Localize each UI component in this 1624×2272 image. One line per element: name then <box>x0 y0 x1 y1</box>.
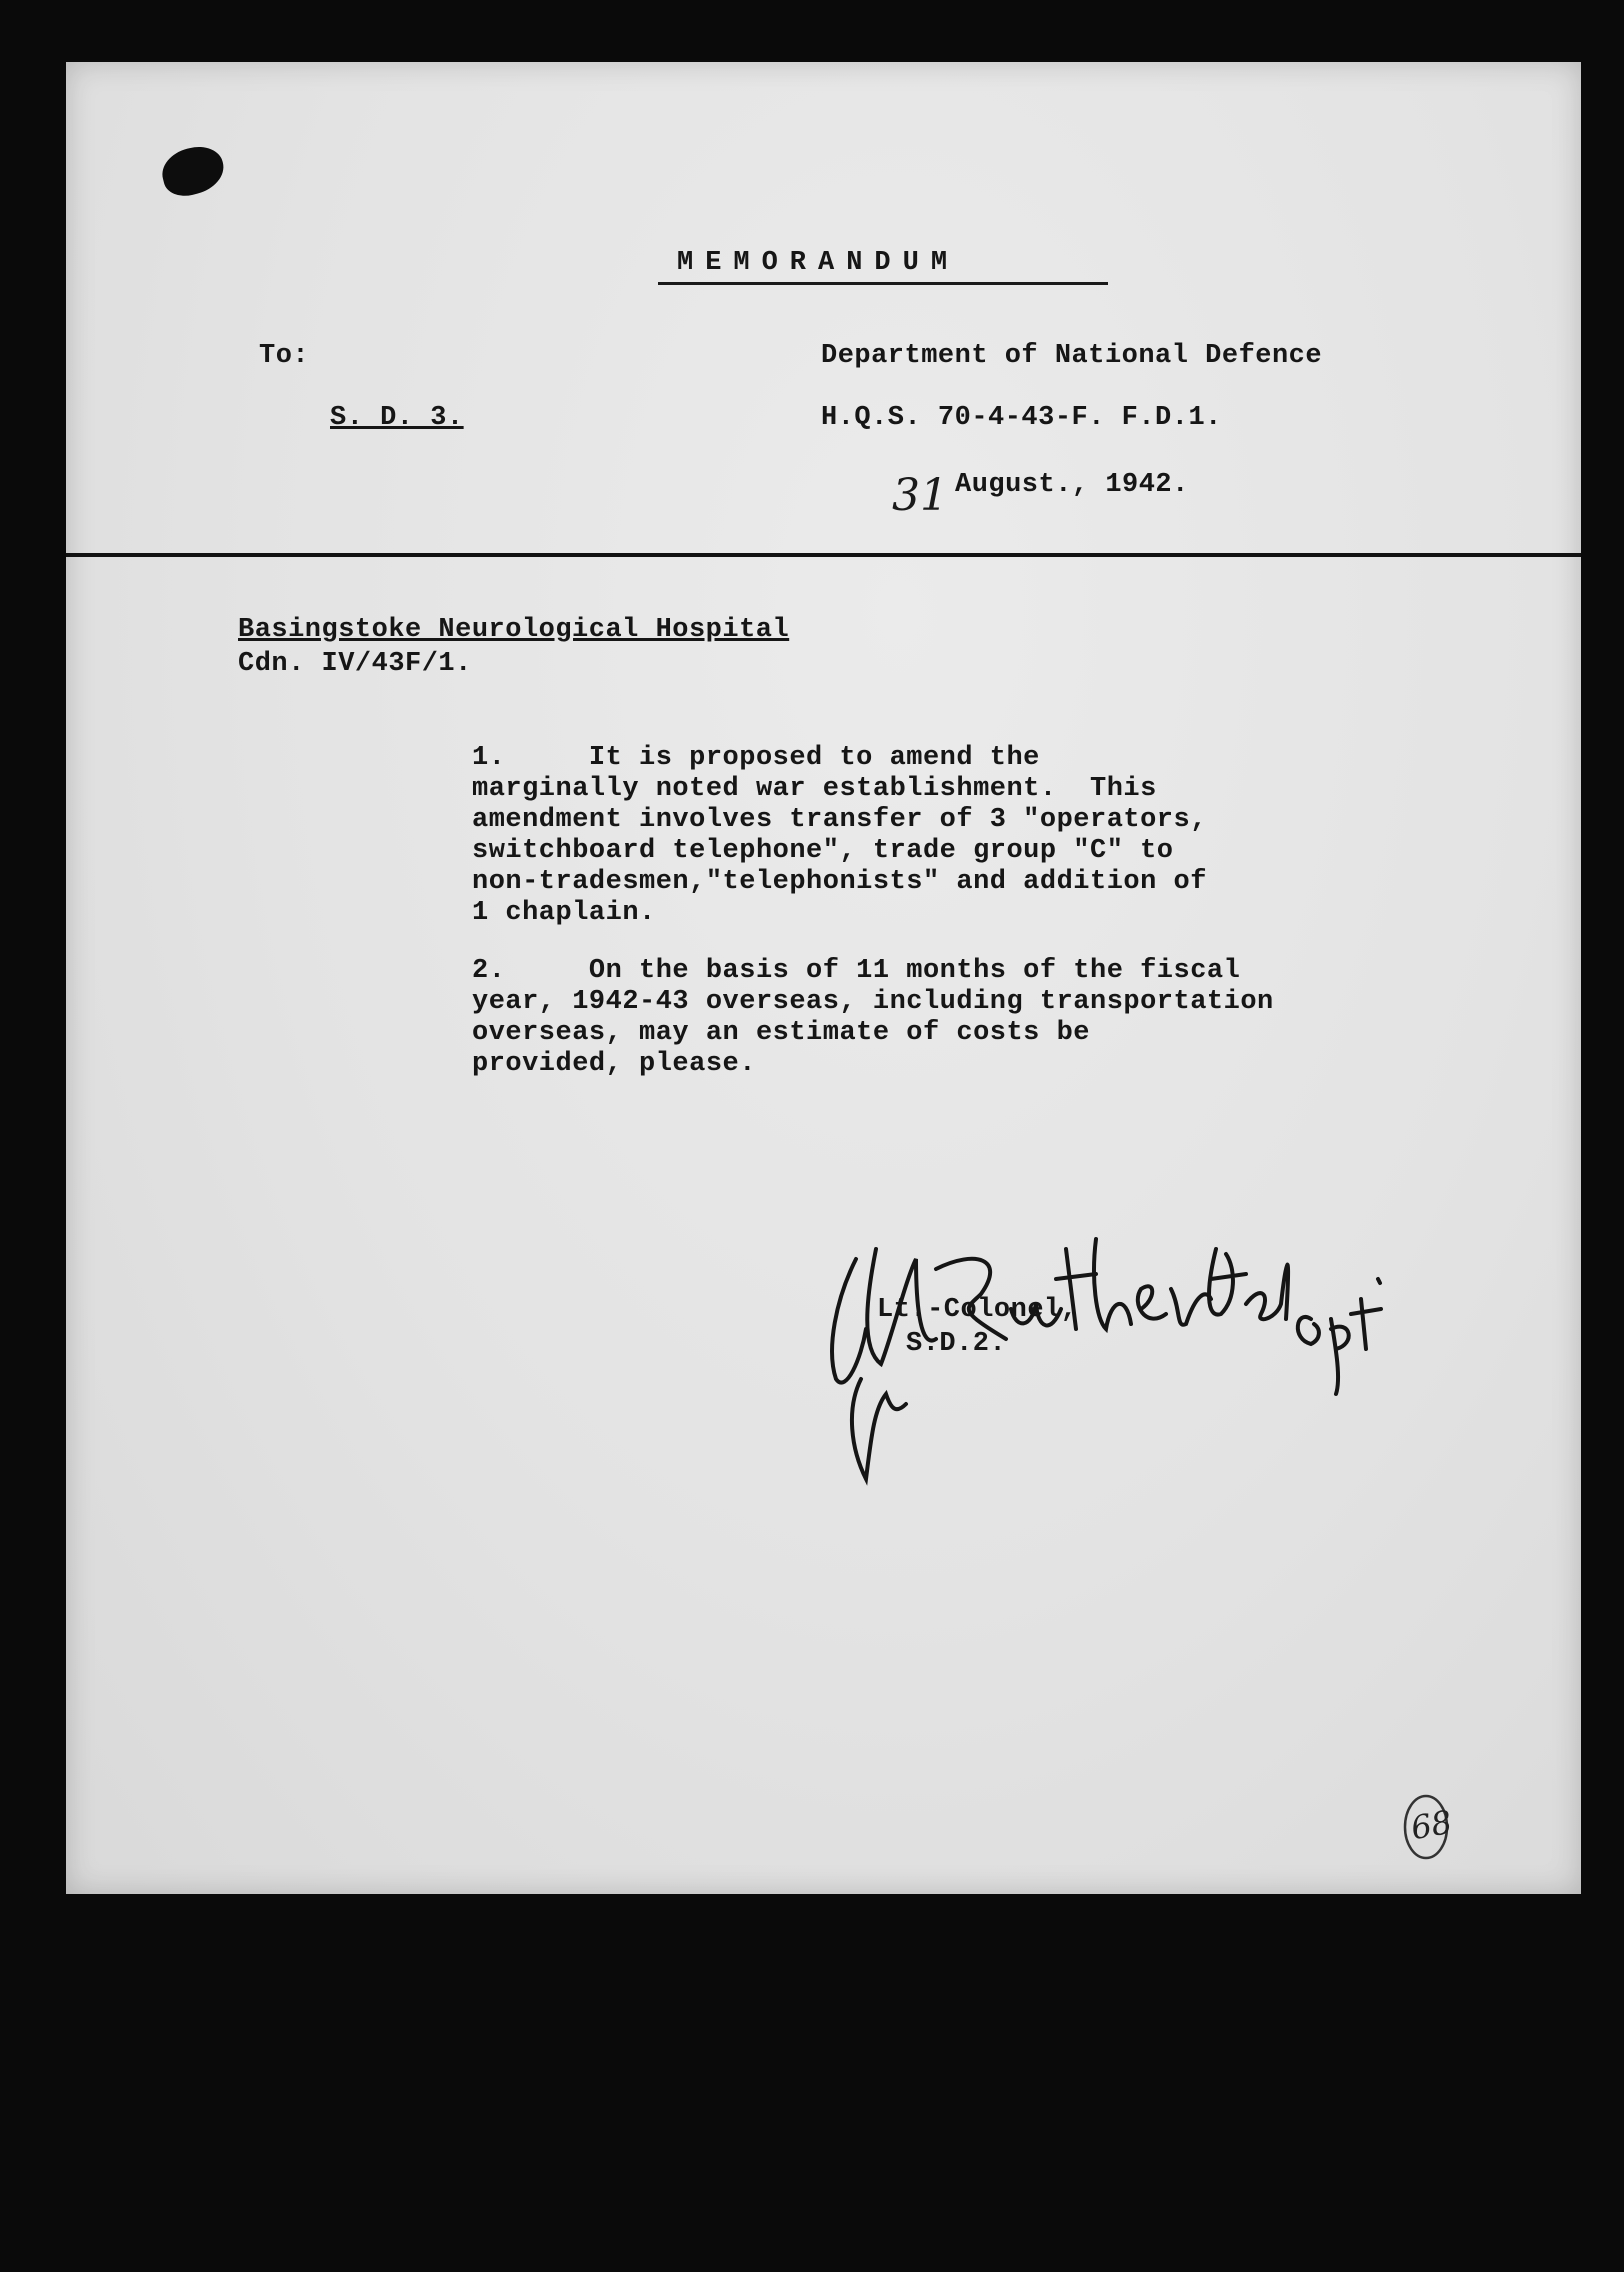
page-number: 68 <box>1408 1802 1455 1848</box>
paragraph-1: 1. It is proposed to amend the marginally noted war establishment. This amendment involves transfer of 3 "operators, switchboard telephone", trade group "C" to non-tradesmen,"telephonists" and addition of 1 chaplain. <box>472 743 1207 928</box>
date-day-handwritten: 31 <box>892 470 948 521</box>
to-label: To: <box>259 341 310 371</box>
signature-rank: Lt.-Colonel, <box>877 1295 1078 1325</box>
paragraph-2: 2. On the basis of 11 months of the fiscal year, 1942-43 overseas, including transportation overseas, may an estimate of costs be provided, please. <box>472 956 1274 1079</box>
memo-date: August., 1942. <box>955 470 1189 500</box>
handwritten-signature <box>766 1179 1386 1499</box>
memo-page <box>66 62 1581 1894</box>
header-divider <box>66 553 1581 557</box>
department-name: Department of National Defence <box>821 341 1323 371</box>
subject-reference: Cdn. IV/43F/1. <box>238 649 472 679</box>
title-underline <box>658 282 1108 285</box>
to-recipient: S. D. 3. <box>330 403 464 433</box>
signature-office: S.D.2. <box>906 1329 1007 1359</box>
file-reference: H.Q.S. 70-4-43-F. F.D.1. <box>821 403 1222 433</box>
memo-title: MEMORANDUM <box>677 248 960 278</box>
punch-hole <box>157 141 228 201</box>
subject-title: Basingstoke Neurological Hospital <box>238 615 790 645</box>
